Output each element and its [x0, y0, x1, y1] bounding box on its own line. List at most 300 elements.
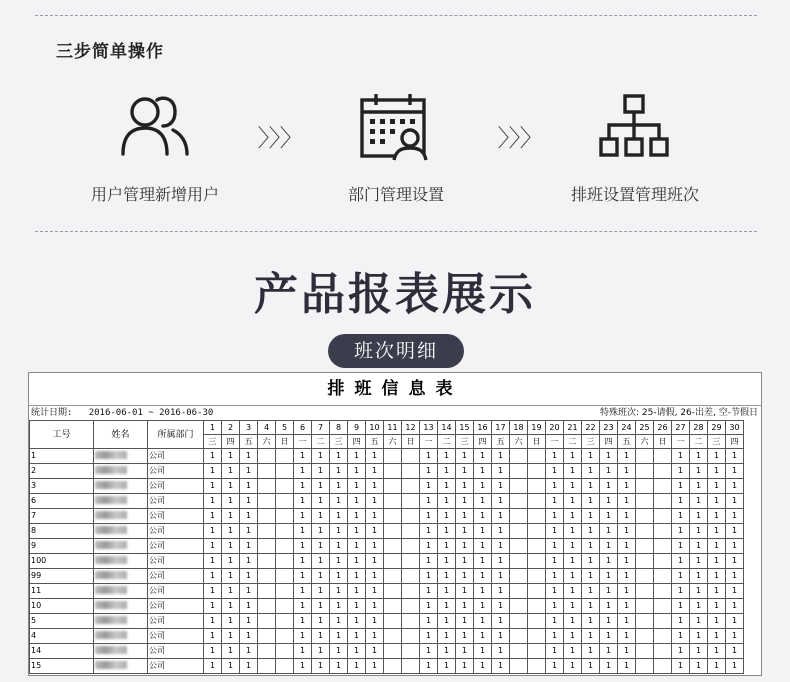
shift-cell — [636, 584, 654, 599]
redacted-name — [95, 556, 127, 564]
shift-cell: 1 — [348, 644, 366, 659]
day-header: 24 — [618, 421, 636, 435]
shift-cell: 1 — [420, 629, 438, 644]
shift-cell: 1 — [564, 479, 582, 494]
shift-cell: 1 — [726, 599, 744, 614]
shift-cell — [384, 584, 402, 599]
shift-cell — [528, 569, 546, 584]
shift-cell — [402, 539, 420, 554]
shift-cell: 1 — [492, 659, 510, 674]
shift-cell: 1 — [438, 659, 456, 674]
showcase-title: 产品报表展示 — [254, 269, 536, 320]
header-dept: 所属部门 — [148, 421, 204, 449]
shift-cell: 1 — [474, 479, 492, 494]
shift-cell: 1 — [726, 464, 744, 479]
shift-cell: 1 — [708, 599, 726, 614]
report-title: 排班信息表 — [29, 373, 761, 406]
weekday-header: 三 — [708, 435, 726, 449]
shift-cell — [654, 644, 672, 659]
shift-cell: 1 — [672, 479, 690, 494]
shift-cell — [654, 659, 672, 674]
shift-cell: 1 — [420, 464, 438, 479]
shift-cell — [402, 509, 420, 524]
shift-cell — [528, 539, 546, 554]
table-row — [30, 614, 744, 629]
shift-cell: 1 — [222, 614, 240, 629]
shift-cell — [510, 524, 528, 539]
shift-cell — [384, 479, 402, 494]
weekday-header: 五 — [492, 435, 510, 449]
shift-cell: 1 — [222, 644, 240, 659]
department: 公司 — [148, 614, 204, 629]
shift-cell — [384, 539, 402, 554]
shift-cell: 1 — [672, 449, 690, 464]
shift-cell: 1 — [492, 509, 510, 524]
shift-cell: 1 — [240, 464, 258, 479]
shift-cell: 1 — [672, 509, 690, 524]
shift-cell: 1 — [618, 659, 636, 674]
shift-cell: 1 — [726, 509, 744, 524]
arrows-icon: 〉〉〉 — [497, 124, 543, 152]
shift-cell: 1 — [294, 614, 312, 629]
shift-cell — [258, 659, 276, 674]
weekday-header: 三 — [582, 435, 600, 449]
shift-cell — [654, 464, 672, 479]
weekday-header: 六 — [384, 435, 402, 449]
shift-cell — [636, 539, 654, 554]
shift-cell: 1 — [330, 449, 348, 464]
employee-id: 1 — [30, 449, 94, 464]
shift-cell — [528, 449, 546, 464]
shift-cell — [402, 599, 420, 614]
shift-cell: 1 — [420, 479, 438, 494]
step-departments — [296, 92, 496, 205]
shift-cell — [636, 569, 654, 584]
shift-cell: 1 — [348, 584, 366, 599]
shift-cell: 1 — [708, 569, 726, 584]
weekday-header: 五 — [366, 435, 384, 449]
shift-cell: 1 — [420, 569, 438, 584]
shift-cell — [654, 509, 672, 524]
table-row — [30, 554, 744, 569]
shift-cell — [276, 494, 294, 509]
shift-cell: 1 — [564, 509, 582, 524]
shift-cell — [258, 449, 276, 464]
day-header: 25 — [636, 421, 654, 435]
shift-cell: 1 — [438, 644, 456, 659]
shift-cell — [276, 509, 294, 524]
shift-cell: 1 — [546, 464, 564, 479]
redacted-name — [95, 616, 127, 624]
day-header: 3 — [240, 421, 258, 435]
shift-cell — [276, 614, 294, 629]
header-id: 工号 — [30, 421, 94, 449]
shift-cell — [276, 524, 294, 539]
weekday-header: 四 — [726, 435, 744, 449]
shift-cell: 1 — [456, 524, 474, 539]
table-row — [30, 524, 744, 539]
weekday-header: 一 — [294, 435, 312, 449]
shift-cell: 1 — [600, 644, 618, 659]
redacted-name — [95, 481, 127, 489]
shift-cell: 1 — [222, 659, 240, 674]
shift-cell: 1 — [726, 644, 744, 659]
shift-cell — [258, 479, 276, 494]
shift-cell: 1 — [222, 509, 240, 524]
shift-cell: 1 — [366, 494, 384, 509]
employee-id: 8 — [30, 524, 94, 539]
shift-cell: 1 — [672, 554, 690, 569]
shift-cell: 1 — [474, 464, 492, 479]
shift-cell: 1 — [222, 494, 240, 509]
shift-cell: 1 — [492, 569, 510, 584]
employee-id: 10 — [30, 599, 94, 614]
shift-cell: 1 — [492, 554, 510, 569]
shift-cell — [276, 569, 294, 584]
shift-cell: 1 — [474, 494, 492, 509]
top-divider — [35, 15, 757, 16]
shift-cell — [636, 599, 654, 614]
shift-cell: 1 — [456, 464, 474, 479]
shift-cell — [510, 644, 528, 659]
shift-cell: 1 — [546, 509, 564, 524]
middle-divider — [35, 231, 757, 232]
weekday-header: 二 — [312, 435, 330, 449]
shift-cell — [510, 599, 528, 614]
redacted-name — [95, 466, 127, 474]
shift-cell — [402, 644, 420, 659]
day-header: 27 — [672, 421, 690, 435]
shift-cell: 1 — [420, 554, 438, 569]
shift-cell: 1 — [474, 554, 492, 569]
shift-cell — [276, 464, 294, 479]
shift-cell: 1 — [366, 524, 384, 539]
shift-cell — [258, 644, 276, 659]
date-range — [31, 406, 213, 420]
table-row — [30, 479, 744, 494]
shift-cell: 1 — [546, 644, 564, 659]
shift-cell: 1 — [618, 449, 636, 464]
department: 公司 — [148, 479, 204, 494]
step-users — [55, 92, 255, 205]
shift-cell: 1 — [240, 644, 258, 659]
shift-cell: 1 — [420, 524, 438, 539]
shift-cell: 1 — [582, 449, 600, 464]
shift-cell: 1 — [726, 569, 744, 584]
shift-cell — [384, 644, 402, 659]
shift-cell: 1 — [456, 644, 474, 659]
shift-cell — [654, 554, 672, 569]
shift-cell — [258, 599, 276, 614]
shift-cell: 1 — [582, 644, 600, 659]
shift-detail-badge: 班次明细 — [328, 334, 464, 368]
shift-cell: 1 — [312, 509, 330, 524]
shift-cell — [258, 569, 276, 584]
shift-cell — [654, 614, 672, 629]
table-row — [30, 509, 744, 524]
shift-cell: 1 — [546, 479, 564, 494]
shift-cell: 1 — [672, 524, 690, 539]
shift-cell: 1 — [330, 584, 348, 599]
schedule-report — [28, 372, 762, 676]
day-header: 4 — [258, 421, 276, 435]
shift-cell — [384, 449, 402, 464]
department: 公司 — [148, 509, 204, 524]
shift-cell — [384, 599, 402, 614]
shift-cell: 1 — [456, 599, 474, 614]
shift-cell: 1 — [312, 554, 330, 569]
employee-name — [94, 644, 148, 659]
shift-cell: 1 — [438, 464, 456, 479]
employee-name — [94, 539, 148, 554]
shift-cell: 1 — [708, 539, 726, 554]
shift-cell: 1 — [204, 479, 222, 494]
shift-cell: 1 — [366, 464, 384, 479]
shift-cell: 1 — [582, 569, 600, 584]
employee-id: 15 — [30, 659, 94, 674]
shift-cell: 1 — [240, 569, 258, 584]
department: 公司 — [148, 629, 204, 644]
shift-cell: 1 — [600, 479, 618, 494]
shift-cell: 1 — [474, 644, 492, 659]
shift-cell: 1 — [546, 599, 564, 614]
department: 公司 — [148, 494, 204, 509]
shift-cell: 1 — [222, 569, 240, 584]
shift-cell: 1 — [204, 584, 222, 599]
employee-name — [94, 584, 148, 599]
day-header: 2 — [222, 421, 240, 435]
shift-cell — [384, 554, 402, 569]
org-chart-icon — [597, 92, 673, 162]
shift-cell: 1 — [204, 554, 222, 569]
shift-cell — [636, 509, 654, 524]
shift-cell — [384, 614, 402, 629]
shift-cell: 1 — [672, 464, 690, 479]
shift-cell: 1 — [366, 659, 384, 674]
shift-cell: 1 — [600, 524, 618, 539]
employee-id: 99 — [30, 569, 94, 584]
day-header: 9 — [348, 421, 366, 435]
shift-cell: 1 — [204, 659, 222, 674]
shift-cell: 1 — [618, 614, 636, 629]
shift-cell: 1 — [708, 449, 726, 464]
shift-cell: 1 — [546, 494, 564, 509]
shift-cell: 1 — [222, 554, 240, 569]
shift-cell: 1 — [294, 569, 312, 584]
day-header: 29 — [708, 421, 726, 435]
shift-cell — [510, 494, 528, 509]
shift-cell: 1 — [600, 659, 618, 674]
shift-cell: 1 — [204, 524, 222, 539]
shift-cell: 1 — [726, 614, 744, 629]
arrows-icon: 〉〉〉 — [257, 124, 303, 152]
shift-cell: 1 — [222, 524, 240, 539]
shift-cell: 1 — [294, 449, 312, 464]
shift-cell — [510, 584, 528, 599]
shift-cell: 1 — [546, 524, 564, 539]
shift-cell: 1 — [690, 644, 708, 659]
shift-cell: 1 — [582, 599, 600, 614]
shift-cell: 1 — [672, 659, 690, 674]
shift-cell: 1 — [222, 449, 240, 464]
shift-cell: 1 — [564, 629, 582, 644]
shift-cell: 1 — [330, 629, 348, 644]
day-header: 13 — [420, 421, 438, 435]
shift-cell: 1 — [348, 569, 366, 584]
shift-cell: 1 — [312, 479, 330, 494]
shift-cell — [258, 584, 276, 599]
shift-cell: 1 — [222, 629, 240, 644]
shift-cell: 1 — [348, 524, 366, 539]
shift-cell: 1 — [672, 614, 690, 629]
department: 公司 — [148, 464, 204, 479]
shift-cell — [636, 554, 654, 569]
shift-cell: 1 — [564, 569, 582, 584]
shift-cell: 1 — [330, 614, 348, 629]
shift-cell — [402, 464, 420, 479]
shift-cell: 1 — [474, 599, 492, 614]
shift-cell: 1 — [348, 614, 366, 629]
shift-cell — [528, 464, 546, 479]
day-header: 28 — [690, 421, 708, 435]
day-header: 15 — [456, 421, 474, 435]
shift-cell: 1 — [366, 644, 384, 659]
employee-name — [94, 509, 148, 524]
employee-name — [94, 524, 148, 539]
shift-cell — [636, 659, 654, 674]
shift-cell: 1 — [456, 614, 474, 629]
redacted-name — [95, 571, 127, 579]
shift-cell — [384, 494, 402, 509]
shift-cell: 1 — [618, 539, 636, 554]
shift-cell: 1 — [456, 494, 474, 509]
shift-cell: 1 — [600, 614, 618, 629]
section-title: 三步简单操作 — [56, 42, 164, 62]
day-header: 20 — [546, 421, 564, 435]
shift-cell: 1 — [582, 629, 600, 644]
weekday-header: 日 — [276, 435, 294, 449]
shift-cell — [528, 584, 546, 599]
shift-cell: 1 — [204, 464, 222, 479]
shift-cell: 1 — [492, 464, 510, 479]
shift-cell: 1 — [330, 569, 348, 584]
day-header: 8 — [330, 421, 348, 435]
day-header: 12 — [402, 421, 420, 435]
shift-cell: 1 — [456, 509, 474, 524]
shift-cell — [636, 614, 654, 629]
shift-cell: 1 — [366, 614, 384, 629]
employee-id: 2 — [30, 464, 94, 479]
shift-cell: 1 — [708, 644, 726, 659]
shift-cell: 1 — [690, 449, 708, 464]
shift-cell: 1 — [708, 629, 726, 644]
shift-cell: 1 — [726, 629, 744, 644]
shift-cell: 1 — [690, 659, 708, 674]
shift-cell — [654, 494, 672, 509]
shift-cell — [384, 629, 402, 644]
shift-cell: 1 — [600, 509, 618, 524]
shift-cell — [402, 479, 420, 494]
shift-cell — [402, 494, 420, 509]
redacted-name — [95, 661, 127, 669]
shift-cell: 1 — [600, 449, 618, 464]
shift-cell — [510, 509, 528, 524]
weekday-header: 日 — [402, 435, 420, 449]
shift-cell: 1 — [312, 629, 330, 644]
shift-cell: 1 — [240, 479, 258, 494]
shift-cell — [654, 569, 672, 584]
shift-cell — [528, 659, 546, 674]
weekday-header: 二 — [438, 435, 456, 449]
shift-cell: 1 — [366, 539, 384, 554]
shift-cell — [510, 539, 528, 554]
shift-cell — [276, 554, 294, 569]
shift-cell: 1 — [312, 614, 330, 629]
shift-cell: 1 — [564, 524, 582, 539]
shift-cell — [258, 554, 276, 569]
redacted-name — [95, 541, 127, 549]
shift-cell: 1 — [330, 599, 348, 614]
shift-cell — [258, 524, 276, 539]
weekday-header: 三 — [456, 435, 474, 449]
employee-name — [94, 554, 148, 569]
schedule-table — [29, 420, 744, 674]
shift-cell: 1 — [618, 464, 636, 479]
day-header: 6 — [294, 421, 312, 435]
shift-cell — [276, 584, 294, 599]
table-row — [30, 659, 744, 674]
day-header: 1 — [204, 421, 222, 435]
shift-cell: 1 — [366, 629, 384, 644]
date-range-value: 2016-06-01 ~ 2016-06-30 — [88, 408, 214, 418]
shift-cell — [510, 659, 528, 674]
shift-cell: 1 — [240, 449, 258, 464]
shift-cell: 1 — [564, 659, 582, 674]
shift-cell: 1 — [726, 539, 744, 554]
weekday-header: 一 — [672, 435, 690, 449]
shift-cell: 1 — [312, 539, 330, 554]
shift-cell: 1 — [312, 569, 330, 584]
employee-id: 11 — [30, 584, 94, 599]
weekday-header: 四 — [222, 435, 240, 449]
shift-cell: 1 — [330, 509, 348, 524]
shift-cell: 1 — [312, 449, 330, 464]
shift-cell — [528, 509, 546, 524]
weekday-header: 三 — [330, 435, 348, 449]
shift-cell: 1 — [618, 554, 636, 569]
shift-cell: 1 — [420, 539, 438, 554]
shift-cell: 1 — [348, 449, 366, 464]
shift-cell: 1 — [690, 494, 708, 509]
table-row — [30, 569, 744, 584]
shift-cell — [402, 629, 420, 644]
day-header: 11 — [384, 421, 402, 435]
shift-cell: 1 — [546, 569, 564, 584]
shift-cell: 1 — [456, 629, 474, 644]
weekday-header: 一 — [420, 435, 438, 449]
shift-cell — [528, 554, 546, 569]
redacted-name — [95, 451, 127, 459]
shift-cell: 1 — [294, 554, 312, 569]
shift-cell — [654, 449, 672, 464]
shift-cell: 1 — [492, 524, 510, 539]
shift-cell: 1 — [330, 464, 348, 479]
shift-cell: 1 — [708, 479, 726, 494]
weekday-header: 六 — [636, 435, 654, 449]
shift-cell — [384, 569, 402, 584]
shift-cell: 1 — [366, 569, 384, 584]
redacted-name — [95, 601, 127, 609]
